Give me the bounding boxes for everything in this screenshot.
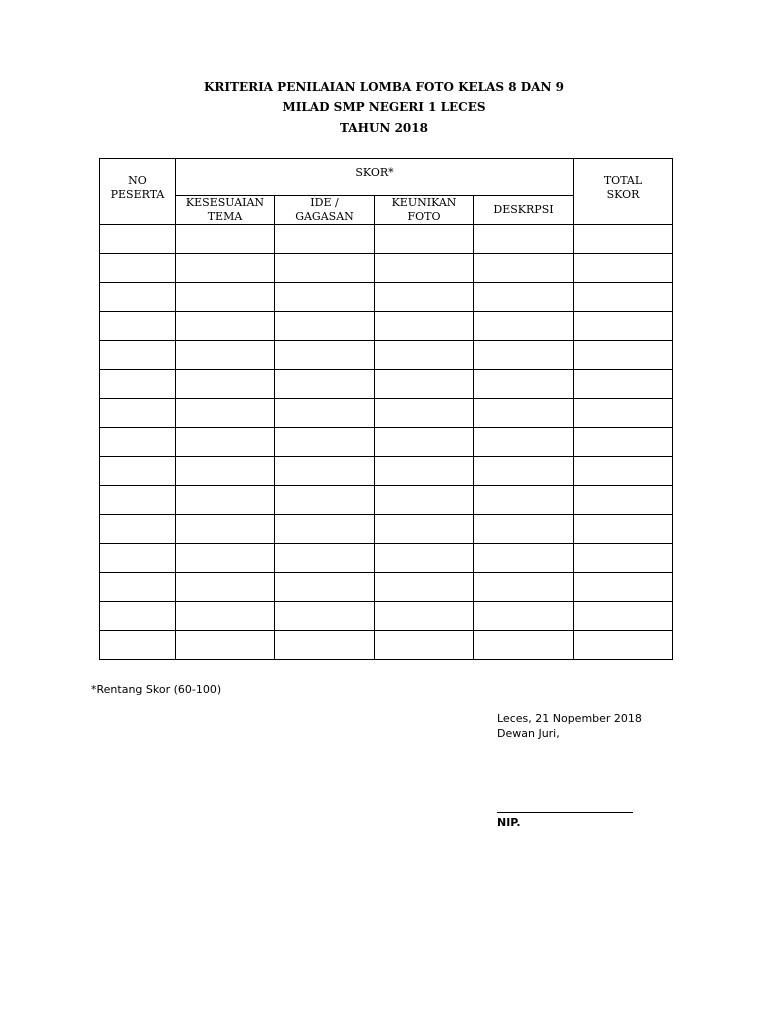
table-cell (100, 486, 176, 515)
table-row (100, 544, 673, 573)
table-cell (574, 457, 673, 486)
table-cell (375, 573, 474, 602)
table-cell (375, 254, 474, 283)
table-cell (474, 283, 574, 312)
table-cell (275, 370, 375, 399)
table-cell (474, 312, 574, 341)
page-subtitle-year: TAHUN 2018 (340, 121, 428, 135)
table-cell (574, 312, 673, 341)
header-total-skor (574, 159, 673, 225)
table-cell (275, 254, 375, 283)
table-row (100, 515, 673, 544)
table-cell (375, 225, 474, 254)
table-cell (100, 544, 176, 573)
table-cell (474, 573, 574, 602)
table-cell (574, 515, 673, 544)
signature-line (497, 812, 633, 813)
table-cell (100, 283, 176, 312)
table-cell (275, 225, 375, 254)
table-cell (375, 283, 474, 312)
table-row (100, 428, 673, 457)
table-cell (375, 544, 474, 573)
table-cell (574, 573, 673, 602)
table-cell (474, 602, 574, 631)
table-cell (176, 573, 275, 602)
table-cell (474, 399, 574, 428)
table-cell (474, 254, 574, 283)
table-cell (176, 428, 275, 457)
table-cell (574, 283, 673, 312)
table-cell (574, 486, 673, 515)
table-cell (176, 631, 275, 660)
page-subtitle-school: MILAD SMP NEGERI 1 LECES (282, 100, 486, 114)
table-cell (176, 341, 275, 370)
header-no-line2: PESERTA (110, 188, 165, 201)
table-cell (275, 573, 375, 602)
header-total-line1: TOTAL (603, 174, 643, 187)
score-table (99, 158, 673, 660)
table-cell (375, 602, 474, 631)
table-cell (100, 602, 176, 631)
table-row (100, 573, 673, 602)
table-cell (275, 544, 375, 573)
table-row (100, 486, 673, 515)
table-cell (474, 544, 574, 573)
table-row (100, 602, 673, 631)
table-cell (176, 544, 275, 573)
table-cell (100, 631, 176, 660)
table-cell (474, 631, 574, 660)
table-row (100, 341, 673, 370)
score-table-body (100, 225, 673, 660)
signature-role: Dewan Juri, (497, 727, 560, 740)
table-cell (176, 283, 275, 312)
signature-nip: NIP. (497, 816, 521, 829)
table-cell (100, 573, 176, 602)
table-cell (574, 544, 673, 573)
table-cell (176, 457, 275, 486)
table-cell (574, 399, 673, 428)
header-no-line1: NO (128, 174, 147, 187)
table-cell (574, 370, 673, 399)
table-cell (375, 428, 474, 457)
table-cell (474, 428, 574, 457)
table-cell (100, 341, 176, 370)
header-ide-gagasan (275, 196, 375, 225)
table-cell (375, 631, 474, 660)
table-cell (474, 370, 574, 399)
table-cell (474, 457, 574, 486)
header-total-line2: SKOR (606, 188, 640, 201)
table-cell (474, 486, 574, 515)
table-cell (275, 631, 375, 660)
table-row (100, 225, 673, 254)
table-cell (275, 283, 375, 312)
header-keunikan-line1: KEUNIKAN (391, 196, 457, 209)
table-cell (100, 370, 176, 399)
table-cell (275, 457, 375, 486)
table-cell (176, 602, 275, 631)
signature-place-date: Leces, 21 Nopember 2018 (497, 712, 642, 725)
table-cell (275, 428, 375, 457)
table-cell (275, 486, 375, 515)
table-row (100, 370, 673, 399)
header-ide-line2: GAGASAN (295, 210, 354, 223)
table-cell (375, 399, 474, 428)
header-ide-line1: IDE / (310, 196, 339, 209)
table-cell (375, 486, 474, 515)
table-cell (275, 341, 375, 370)
table-cell (100, 254, 176, 283)
header-skor: SKOR* (176, 159, 574, 196)
table-cell (375, 341, 474, 370)
table-cell (375, 370, 474, 399)
header-no-peserta (100, 159, 176, 225)
table-cell (100, 225, 176, 254)
table-cell (375, 312, 474, 341)
table-row (100, 631, 673, 660)
table-cell (574, 225, 673, 254)
header-kesesuaian-line2: TEMA (207, 210, 243, 223)
score-range-note: *Rentang Skor (60-100) (91, 683, 222, 696)
table-cell (176, 254, 275, 283)
table-cell (176, 312, 275, 341)
table-cell (176, 225, 275, 254)
table-cell (574, 631, 673, 660)
table-cell (100, 515, 176, 544)
header-keunikan-foto (375, 196, 474, 225)
table-cell (100, 399, 176, 428)
header-kesesuaian-line1: KESESUAIAN (185, 196, 265, 209)
table-cell (574, 602, 673, 631)
table-cell (574, 341, 673, 370)
table-row (100, 312, 673, 341)
table-cell (275, 399, 375, 428)
table-cell (176, 370, 275, 399)
table-cell (375, 457, 474, 486)
table-cell (100, 457, 176, 486)
table-cell (275, 602, 375, 631)
table-row (100, 457, 673, 486)
table-cell (574, 428, 673, 457)
table-row (100, 283, 673, 312)
table-cell (474, 515, 574, 544)
table-row (100, 399, 673, 428)
table-row (100, 254, 673, 283)
table-cell (176, 515, 275, 544)
table-cell (176, 486, 275, 515)
table-cell (275, 515, 375, 544)
table-cell (474, 341, 574, 370)
table-cell (275, 312, 375, 341)
table-cell (100, 428, 176, 457)
table-cell (474, 225, 574, 254)
header-keunikan-line2: FOTO (407, 210, 441, 223)
page-title: KRITERIA PENILAIAN LOMBA FOTO KELAS 8 DAN 9 (204, 80, 564, 94)
table-cell (375, 515, 474, 544)
table-cell (100, 312, 176, 341)
table-cell (574, 254, 673, 283)
header-kesesuaian-tema (176, 196, 275, 225)
table-cell (176, 399, 275, 428)
header-deskripsi: DESKRPSI (474, 196, 574, 225)
